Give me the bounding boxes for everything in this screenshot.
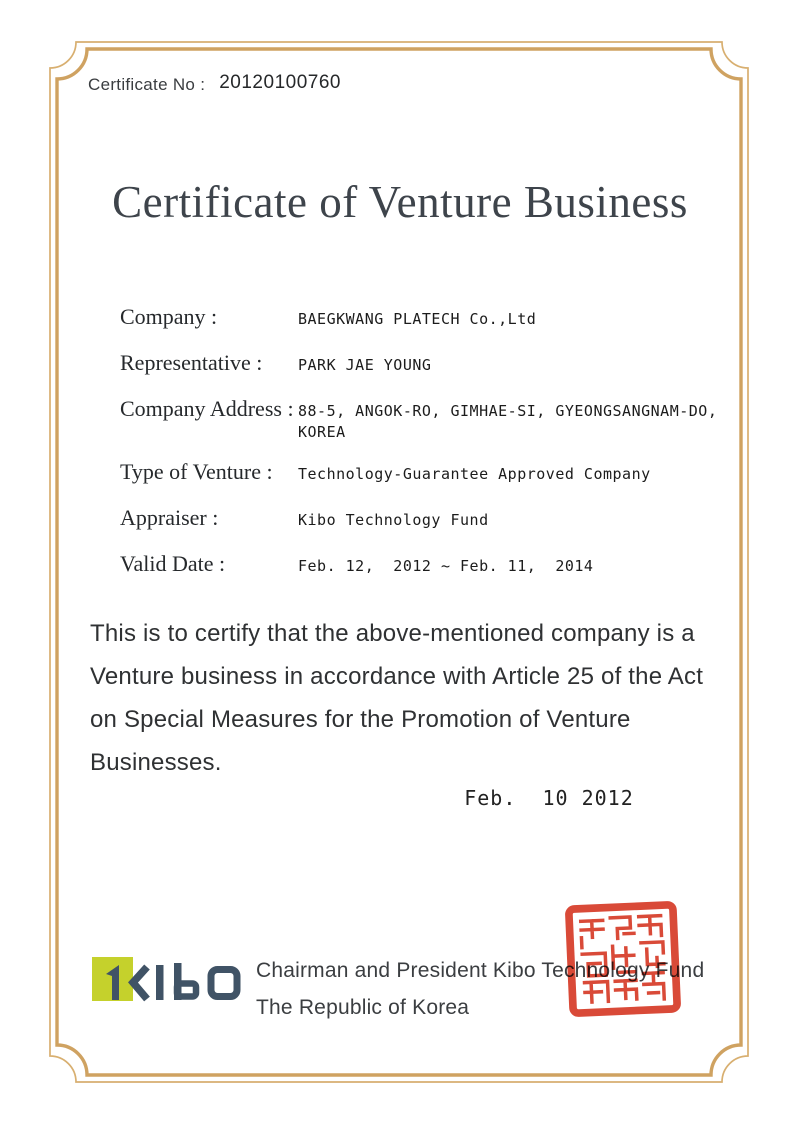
field-row-appraiser [120,505,742,531]
kibo-letter-b-bowl [177,984,196,997]
kibo-letter-k-arms [133,967,147,999]
field-label: Appraiser : [120,505,219,530]
certificate-number-label: Certificate No : [88,75,206,94]
certificate-fields [120,304,742,597]
seal-script-glyphs [581,916,666,1003]
field-row-company-address [120,396,742,443]
certificate-title: Certificate of Venture Business [112,177,688,227]
red-seal-stamp [564,900,683,1019]
field-value: PARK JAE YOUNG [298,356,432,374]
field-row-type-of-venture [120,459,742,485]
kibo-letter-i [156,965,164,1000]
field-value: 88-5, ANGOK-RO, GIMHAE-SI, GYEONGSANGNAM-DO, KOREA [298,402,727,441]
field-row-valid-date [120,551,742,577]
field-value: Feb. 12, 2012 ~ Feb. 11, 2014 [298,557,594,575]
field-value: Kibo Technology Fund [298,511,489,529]
issue-date: Feb. 10 2012 [464,786,634,810]
field-value: BAEGKWANG PLATECH Co.,Ltd [298,310,537,328]
field-row-representative [120,350,742,376]
field-label: Valid Date : [120,551,226,576]
field-row-company [120,304,742,330]
signature-line-1: Chairman and President Kibo Technology Fund [256,959,705,982]
certificate-number-row [88,74,341,96]
field-label: Company : [120,304,218,329]
kibo-logo [92,954,244,1004]
certificate-number-value: 20120100760 [219,72,341,93]
kibo-letter-o [211,970,237,997]
field-label: Company Address : [120,396,294,421]
field-label: Type of Venture : [120,459,273,484]
signature-line-2: The Republic of Korea [256,996,470,1019]
certification-statement: This is to certify that the above-mentioned company is a Venture business in accordance with Article 25 of the Act on Special Measures for the Promotion of Venture Businesses. [90,620,704,776]
field-value: Technology-Guarantee Approved Company [298,465,651,483]
field-label: Representative : [120,350,263,375]
